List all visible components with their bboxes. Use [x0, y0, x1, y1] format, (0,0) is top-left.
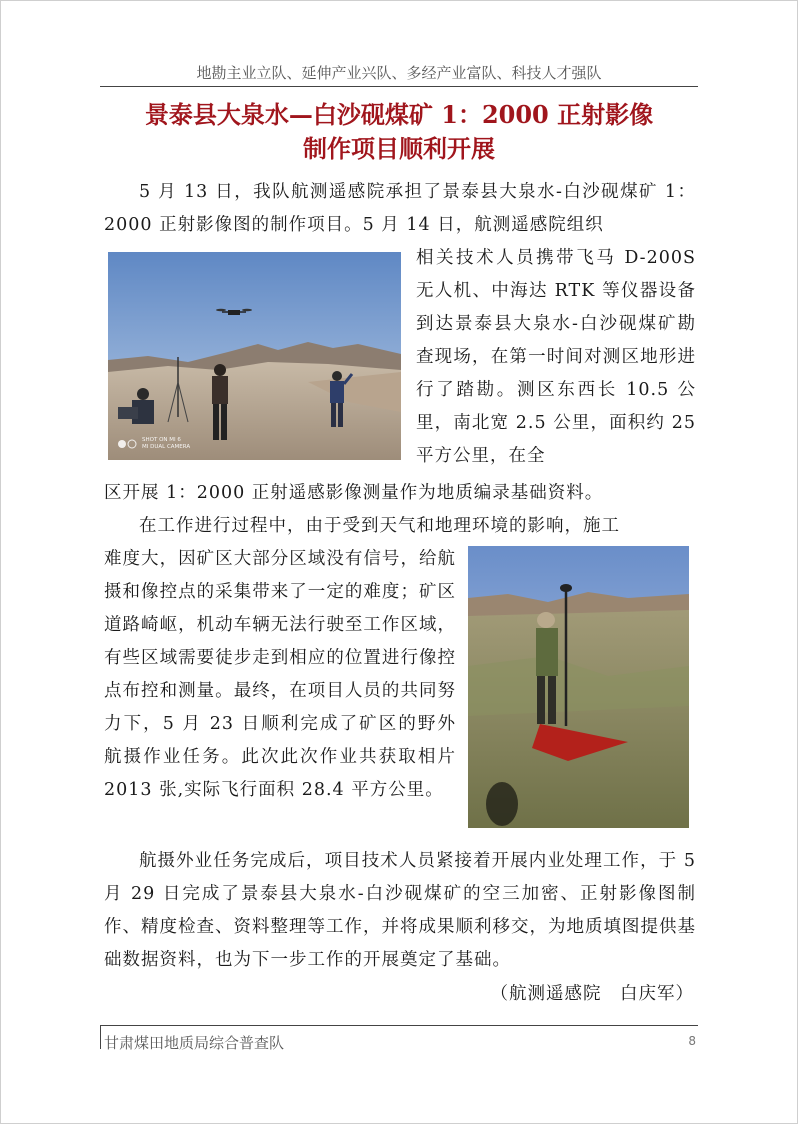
watermark-line-2: MI DUAL CAMERA: [142, 444, 191, 450]
paragraph-3: 航摄外业任务完成后，项目技术人员紧接着开展内业处理工作，于 5 月 29 日完成了景泰县大泉水-白沙砚煤矿的空三加密、正射影像图制作、精度检查、资料整理等工作，并将成果顺利移交，为地质填图提供基础数据资料，也为下一步工作的开展奠定了基础。: [104, 851, 696, 970]
page-number: 8: [688, 1034, 696, 1048]
title-line-2: 制作项目顺利开展: [303, 134, 495, 163]
drone-survey-photo: [108, 252, 401, 460]
footer-rule: [100, 1025, 698, 1026]
paragraph-1-top: 5 月 13 日，我队航测遥感院承担了景泰县大泉水-白沙砚煤矿 1：2000 正射影像图的制作项目。5 月 14 日，航测遥感院组织: [104, 182, 696, 235]
footer-tick: [100, 1025, 101, 1049]
footer-organization: 甘肃煤田地质局综合普查队: [104, 1034, 285, 1052]
paragraph-2-top: 在工作进行过程中，由于受到天气和地理环境的影响，施工: [139, 516, 620, 536]
paragraph-2-beside-photo: 难度大，因矿区大部分区域没有信号，给航摄和像控点的采集带来了一定的难度；矿区道路崎岖，机动车辆无法行驶至工作区域，有些区域需要徒步走到相应的位置进行像控点布控和测量。最终，在项目人员的共同努力下，5 月 23 日顺利完成了矿区的野外航摄作业任务。此次此次作业共获取相片 2013 张,实际飞行面积 28.4 平方公里。: [104, 549, 456, 800]
watermark-line-1: SHOT ON MI 6: [142, 437, 181, 443]
header-rule: [100, 86, 698, 87]
article-title: [0, 98, 798, 166]
rtk-surveyor-photo: [468, 546, 689, 828]
title-line-1: 景泰县大泉水—白沙砚煤矿 1：2000 正射影像: [144, 100, 654, 129]
author-credit: （航测遥感院 白庆军）: [490, 984, 694, 1004]
paragraph-1-beside-photo: 相关技术人员携带飞马 D-200S 无人机、中海达 RTK 等仪器设备到达景泰县大泉水-白沙砚煤矿勘查现场，在第一时间对测区地形进行了踏勘。测区东西长 10.5 公里，南北宽 2.5 公里，面积约 25 平方公里，在全: [416, 248, 696, 466]
paragraph-1-bottom: 区开展 1：2000 正射遥感影像测量作为地质编录基础资料。: [104, 483, 604, 503]
running-head: 地勘主业立队、延伸产业兴队、多经产业富队、科技人才强队: [196, 64, 602, 82]
